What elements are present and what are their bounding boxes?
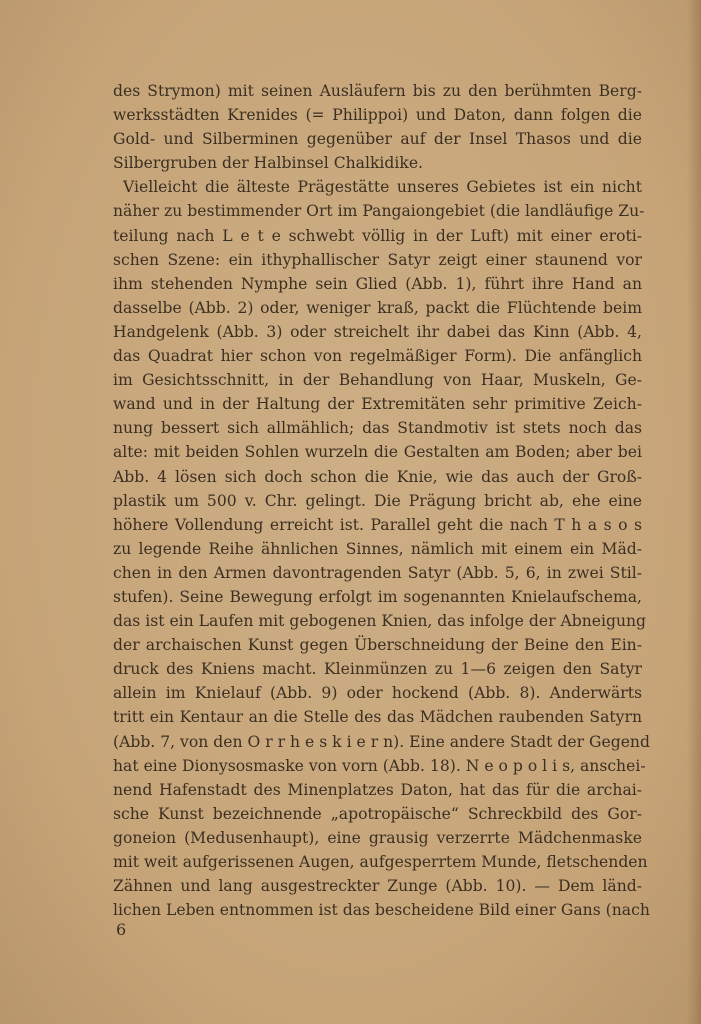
- text-line: alte: mit beiden Sohlen wurzeln die Gestalten am Boden; aber bei: [113, 443, 642, 462]
- text-line: das Quadrat hier schon von regelmäßiger Form). Die anfänglich: [113, 347, 642, 366]
- text-line: Handgelenk (Abb. 3) oder streichelt ihr dabei das Kinn (Abb. 4,: [113, 322, 642, 341]
- text-line: näher zu bestimmender Ort im Pangaiongebiet (die landläufige Zu-: [113, 202, 645, 221]
- text-line: chen in den Armen davontragenden Satyr (Abb. 5, 6, in zwei Stil-: [113, 563, 642, 582]
- text-line: ihm stehenden Nymphe sein Glied (Abb. 1), führt ihre Hand an: [113, 274, 642, 293]
- text-line: Silbergruben der Halbinsel Chalkidike.: [113, 154, 424, 173]
- page-edge-shadow: [687, 0, 701, 1024]
- text-line: im Gesichtsschnitt, in der Behandlung von Haar, Muskeln, Ge-: [113, 371, 642, 390]
- text-line: wand und in der Haltung der Extremitäten sehr primitive Zeich-: [113, 395, 642, 414]
- text-line: Gold- und Silberminen gegenüber auf der Insel Thasos und die: [113, 130, 642, 149]
- text-line: nung bessert sich allmählich; das Standmotiv ist stets noch das: [113, 419, 642, 438]
- page-number: 6: [116, 920, 127, 939]
- text-line: tritt ein Kentaur an die Stelle des das Mädchen raubenden Satyrn: [113, 708, 642, 727]
- text-line: das ist ein Laufen mit gebogenen Knien, das infolge der Abneigung: [113, 612, 647, 631]
- text-line: Abb. 4 lösen sich doch schon die Knie, wie das auch der Groß-: [113, 467, 642, 486]
- text-line: (Abb. 7, von den O r r h e s k i e r n). Eine andere Stadt der Gegend: [113, 732, 650, 751]
- body-text: [113, 79, 650, 922]
- text-line: hat eine Dionysosmaske von vorn (Abb. 18). N e o p o l i s, anschei-: [113, 756, 646, 775]
- text-line: allein im Knielauf (Abb. 9) oder hockend (Abb. 8). Anderwärts: [113, 684, 642, 703]
- text-line: der archaischen Kunst gegen Überschneidung der Beine den Ein-: [113, 636, 642, 655]
- text-line: des Strymon) mit seinen Ausläufern bis zu den berühmten Berg-: [113, 82, 642, 100]
- text-line: teilung nach L e t e schwebt völlig in der Luft) mit einer eroti-: [113, 226, 642, 245]
- text-line: zu legende Reihe ähnlichen Sinnes, nämlich mit einem ein Mäd-: [113, 539, 642, 558]
- text-line: lichen Leben entnommen ist das bescheidene Bild einer Gans (nach: [113, 901, 650, 920]
- text-line: nend Hafenstadt des Minenplatzes Daton, hat das für die archai-: [113, 780, 642, 799]
- text-line: Zähnen und lang ausgestreckter Zunge (Abb. 10). — Dem länd-: [113, 877, 642, 896]
- text-line: druck des Kniens macht. Kleinmünzen zu 1—6 zeigen den Satyr: [113, 660, 642, 679]
- text-line: dasselbe (Abb. 2) oder, weniger kraß, packt die Flüchtende beim: [113, 298, 642, 317]
- text-line: plastik um 500 v. Chr. gelingt. Die Prägung bricht ab, ehe eine: [113, 491, 642, 510]
- text-line: werksstädten Krenides (= Philippoi) und Daton, dann folgen die: [113, 106, 642, 125]
- text-line: Vielleicht die älteste Prägestätte unseres Gebietes ist ein nicht: [123, 178, 642, 197]
- text-line: sche Kunst bezeichnende „apotropäische“ Schreckbild des Gor-: [113, 804, 642, 823]
- text-line: höhere Vollendung erreicht ist. Parallel geht die nach T h a s o s: [113, 515, 642, 534]
- text-line: goneion (Medusenhaupt), eine grausig verzerrte Mädchenmaske: [113, 828, 642, 847]
- text-line: mit weit aufgerissenen Augen, aufgesperrtem Munde, fletschenden: [113, 853, 648, 871]
- text-line: schen Szene: ein ithyphallischer Satyr zeigt einer staunend vor: [113, 250, 642, 269]
- text-line: stufen). Seine Bewegung erfolgt im sogenannten Knielaufschema,: [113, 587, 642, 606]
